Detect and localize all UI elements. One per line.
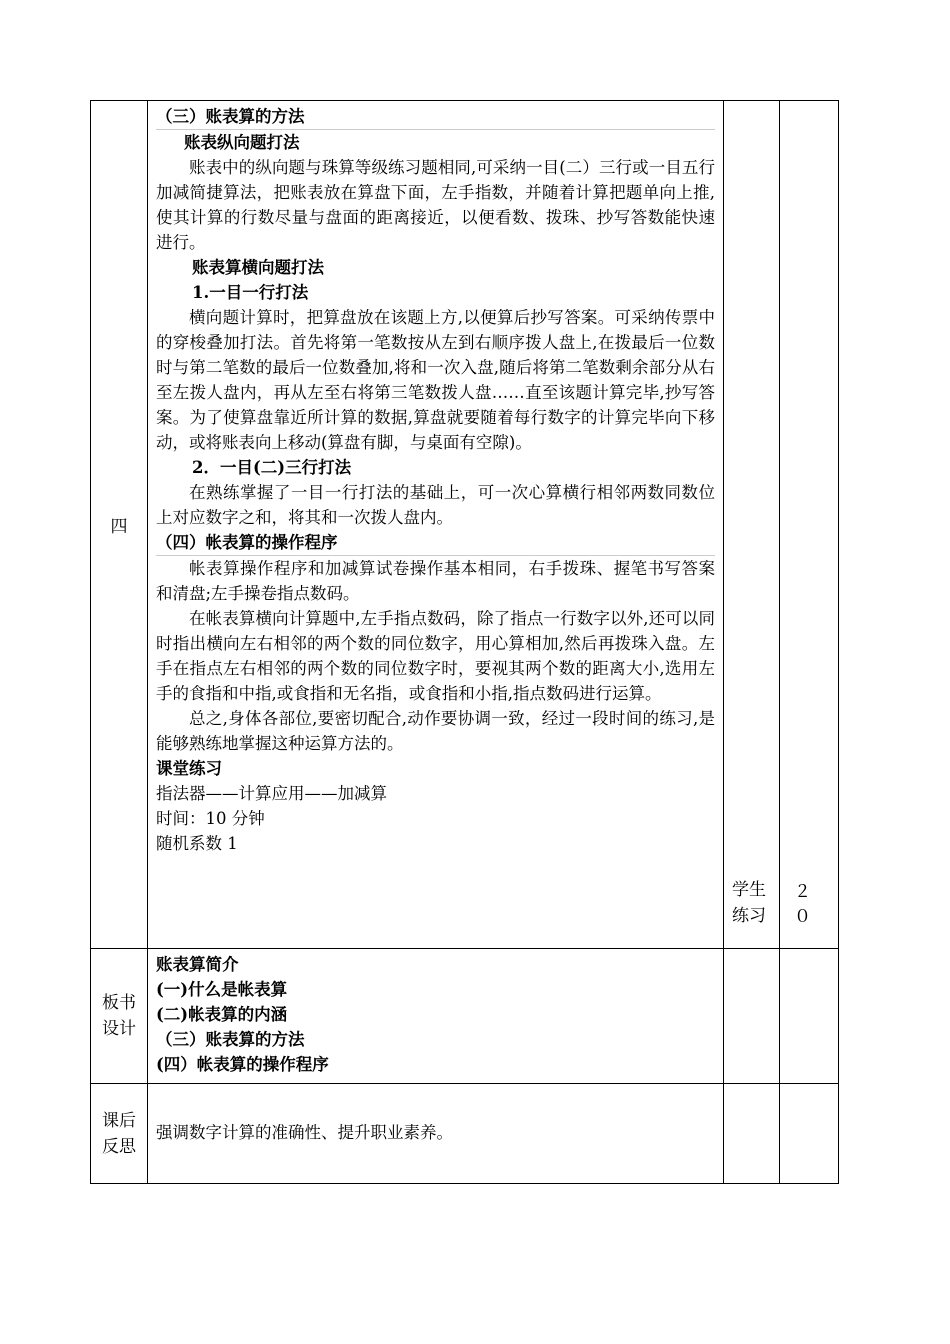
section-title: （三）账表算的方法 bbox=[156, 104, 715, 130]
activity-cell bbox=[724, 101, 780, 949]
table-row bbox=[91, 1084, 839, 1184]
item-title: 2．一目(二)三行打法 bbox=[192, 458, 352, 477]
row-label-cell bbox=[91, 949, 148, 1084]
row-label: 板书设计 bbox=[101, 993, 136, 1039]
item-title: 1.一目一行打法 bbox=[192, 283, 309, 302]
table-row bbox=[91, 949, 839, 1084]
board-line: (四）帐表算的操作程序 bbox=[156, 1055, 329, 1074]
row-label-cell bbox=[91, 1084, 148, 1184]
paragraph: 横向题计算时，把算盘放在该题上方,以便算后抄写答案。可采纳传票中的穿梭叠加打法。首先将第一笔数按从左到右顺序拨人盘上,在拨最后一位数时与第二笔数的最后一位数叠加,将和一次入盘,随后将第二笔数剩余部分从右至左拨人盘内，再从左至右将第三笔数拨人盘……直至该题计算完毕,抄写答案。为了使算盘靠近所计算的数据,算盘就要随着每行数字的计算完毕向下移动，或将账表向上移动(算盘有脚，与桌面有空隙)。 bbox=[156, 308, 715, 452]
reflection-cell bbox=[148, 1084, 724, 1184]
practice-line: 随机系数 1 bbox=[156, 834, 238, 853]
subsection-title: 账表纵向题打法 bbox=[184, 133, 300, 152]
practice-line: 指法器——计算应用——加减算 bbox=[156, 784, 387, 803]
paragraph: 在帐表算横向计算题中,左手指点数码，除了指点一行数字以外,还可以同时指出横向左右相邻的两个数的同位数字，用心算相加,然后再拨珠入盘。左手在指点左右相邻的两个数的同位数字时，要视其两个数的距离大小,选用左手的食指和中指,或食指和无名指，或食指和小指,指点数码进行运算。 bbox=[156, 609, 715, 703]
row-label: 四 bbox=[110, 517, 128, 537]
lesson-plan-table bbox=[90, 100, 839, 1184]
paragraph: 帐表算操作程序和加减算试卷操作基本相同，右手拨珠、握笔书写答案和清盘;左手操卷指点数码。 bbox=[156, 559, 715, 603]
row-label-cell bbox=[91, 101, 148, 949]
empty-cell bbox=[780, 949, 839, 1084]
row-label: 课后反思 bbox=[101, 1110, 136, 1157]
practice-line: 时间：10 分钟 bbox=[156, 809, 265, 828]
board-line: 账表算简介 bbox=[156, 955, 239, 974]
minutes-text: ２０ bbox=[794, 882, 819, 927]
practice-title: 课堂练习 bbox=[156, 759, 222, 778]
empty-cell bbox=[724, 1084, 780, 1184]
empty-cell bbox=[780, 1084, 839, 1184]
table-row bbox=[91, 101, 839, 949]
reflection-text: 强调数字计算的准确性、提升职业素养。 bbox=[156, 1122, 453, 1142]
board-line: (一)什么是帐表算 bbox=[156, 980, 288, 999]
board-design bbox=[148, 949, 723, 1083]
paragraph: 账表中的纵向题与珠算等级练习题相同,可采纳一目(二）三行或一目五行加减简捷算法，把账表放在算盘下面，左手指数，并随着计算把题单向上推,使其计算的行数尽量与盘面的距离接近，以便看数、拨珠、抄写答数能快速进行。 bbox=[156, 158, 715, 252]
teaching-content bbox=[148, 101, 723, 862]
content-cell bbox=[148, 101, 724, 949]
paragraph: 总之,身体各部位,要密切配合,动作要协调一致，经过一段时间的练习,是能够熟练地掌握这种运算方法的。 bbox=[156, 709, 715, 753]
activity-text: 学生练习 bbox=[732, 880, 766, 926]
section-title: （四）帐表算的操作程序 bbox=[156, 530, 715, 556]
minutes-cell bbox=[780, 101, 839, 949]
paragraph: 在熟练掌握了一目一行打法的基础上，可一次心算横行相邻两数同数位上对应数字之和，将其和一次拨人盘内。 bbox=[156, 483, 715, 527]
subsection-title: 账表算横向题打法 bbox=[192, 258, 324, 277]
board-line: （三）账表算的方法 bbox=[156, 1030, 305, 1049]
empty-cell bbox=[724, 949, 780, 1084]
board-line: (二)帐表算的内涵 bbox=[156, 1005, 288, 1024]
board-cell bbox=[148, 949, 724, 1084]
